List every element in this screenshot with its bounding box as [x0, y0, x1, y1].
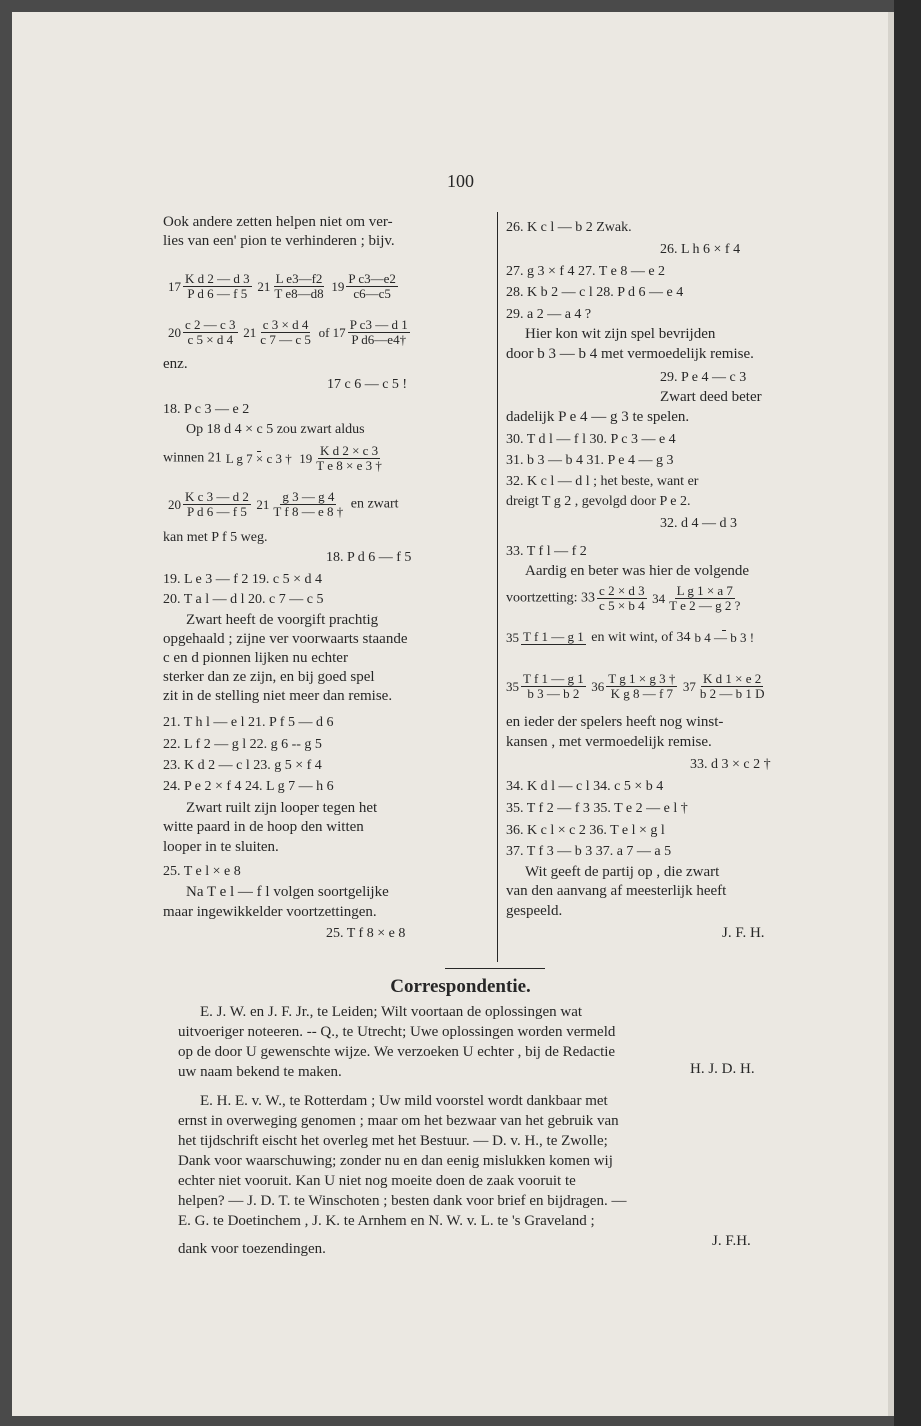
corr-p2-7: E. G. te Doetinchem , J. K. te Arnhem en N. W. v. L. te 's Graveland ;: [178, 1213, 595, 1229]
frac-prefix: 36: [591, 678, 605, 694]
move-36: 36. K c l × c 2 36. T e l × g l: [506, 823, 665, 838]
frac-num: T g 1 × g 3 †: [608, 671, 676, 686]
move-32b: 32. d 4 — d 3: [660, 516, 737, 531]
left-para1-3: c en d pionnen lijken nu echter: [163, 650, 348, 666]
corr-sign-2: J. F.H.: [712, 1233, 751, 1249]
corr-p2-1: E. H. E. v. W., te Rotterdam ; Uw mild voorstel wordt dankbaar met: [200, 1093, 608, 1109]
right-para2-1: en ieder der spelers heeft nog winst-: [506, 714, 724, 730]
right-para3-1: Wit geeft de partij op , die zwart: [525, 864, 720, 880]
corr-p2-5: echter niet vooruit. Kan U niet nog moeite doen de zaak vooruit te: [178, 1173, 576, 1189]
corr-sign-1: H. J. D. H.: [690, 1061, 755, 1077]
line-35-mid: en wit wint, of 34: [591, 630, 691, 645]
corr-p2-3: het tijdschrift eischt het overleg met het Bestuur. — D. v. H., te Zwolle;: [178, 1133, 608, 1149]
move-25: 25. T e l × e 8: [163, 864, 241, 879]
frac-prefix: 17: [168, 278, 181, 294]
frac-prefix: 35: [506, 630, 519, 646]
fraction: [183, 490, 251, 519]
frac-prefix: 37: [682, 678, 696, 694]
move-34: 34. K d l — c l 34. c 5 × b 4: [506, 779, 664, 794]
correspondence-title: Correspondentie.: [390, 976, 531, 997]
move-24: 24. P e 2 × f 4 24. L g 7 — h 6: [163, 779, 334, 794]
move-22: 22. L f 2 — g l 22. g 6 -- g 5: [163, 737, 322, 752]
fraction: [667, 584, 742, 613]
frac-den: T e 8 × e 3 †: [316, 458, 382, 473]
move-32: 32. K c l — d l ; het beste, want er: [506, 474, 699, 489]
frac-den: T f 8 — e 8 †: [273, 504, 344, 519]
right-para1-2: door b 3 — b 4 met vermoedelijk remise.: [506, 346, 754, 362]
left-para1-5: zit in de stelling niet meer dan remise.: [163, 688, 393, 704]
winnen-prefix: winnen 21: [163, 450, 222, 466]
corr-p2-4: Dank voor waarschuwing; zonder nu en dan eenig mislukken komen wij: [178, 1153, 613, 1169]
fraction: [183, 318, 238, 347]
move-26: 26. K c l — b 2 Zwak.: [506, 220, 632, 235]
frac-prefix: of 17: [318, 324, 346, 340]
fraction: [346, 272, 398, 301]
fraction: [521, 630, 586, 645]
kan-text: kan met P f 5 weg.: [163, 530, 268, 545]
corr-p1-1: E. J. W. en J. F. Jr., te Leiden; Wilt voortaan de oplossingen wat: [200, 1004, 583, 1020]
move-27: 27. g 3 × f 4 27. T e 8 — e 2: [506, 264, 666, 279]
frac-num: c 3 × d 4: [262, 317, 309, 332]
frac-den: c 5 × d 4: [187, 332, 234, 347]
frac-den: T e 2 — g 2 ?: [669, 598, 741, 613]
fraction: [224, 451, 294, 466]
corr-p1-2: uitvoeriger noteeren. -- Q., te Utrecht; Uwe oplossingen worden vermeld: [178, 1024, 616, 1040]
right-para1-1: Hier kon wit zijn spel bevrijden: [525, 326, 716, 342]
op18-text: Op 18 d 4 × c 5 zou zwart aldus: [186, 422, 365, 437]
section-rule: [445, 968, 545, 969]
left-para2-3: looper in te sluiten.: [163, 839, 279, 855]
aardig-text: Aardig en beter was hier de volgende: [525, 563, 750, 579]
move-29: 29. a 2 — a 4 ?: [506, 307, 592, 322]
fraction: [692, 630, 756, 645]
right-para2-2: kansen , met vermoedelijk remise.: [506, 734, 712, 750]
frac-den: P d 6 — f 5: [187, 504, 247, 519]
fraction: [606, 672, 677, 701]
left-para1-1: Zwart heeft de voorgift prachtig: [186, 612, 379, 628]
fraction: [314, 444, 384, 473]
fraction: [348, 318, 410, 347]
move-21: 21. T h l — e l 21. P f 5 — d 6: [163, 715, 334, 730]
move-18b: 18. P d 6 — f 5: [326, 550, 412, 565]
frac-num: P c3 — d 1: [349, 317, 408, 332]
page-number: 100: [447, 171, 474, 191]
voortz-prefix: voortzetting: 33: [506, 590, 596, 606]
left-para1-2: opgehaald ; zijne ver voorwaarts staande: [163, 631, 408, 647]
frac-num: c 2 × d 3: [599, 583, 645, 598]
frac-den: K g 8 — f 7: [610, 686, 674, 701]
left-para2-1: Zwart ruilt zijn looper tegen het: [186, 800, 378, 816]
frac-prefix: 21: [257, 278, 271, 294]
dreigt-text: dreigt T g 2 , gevolgd door P e 2.: [506, 494, 691, 509]
frac-den: b 2 — b 1 D: [699, 686, 765, 701]
frac-den: P d 6 — f 5: [187, 286, 248, 301]
frac-prefix: 21: [256, 496, 270, 512]
left-para1-4: sterker dan ze zijn, en bij goed spel: [163, 669, 375, 685]
frac-num: K d 2 — d 3: [185, 271, 250, 286]
corr-p1-4: uw naam bekend te maken.: [178, 1064, 342, 1080]
frac-den: b 3 — b 2: [527, 686, 580, 701]
corr-p1-3: op de door U gewenschte wijze. We verzoeken U echter , bij de Redactie: [178, 1044, 616, 1060]
frac-prefix: 20: [168, 324, 181, 340]
corr-p2-8: dank voor toezendingen.: [178, 1241, 326, 1257]
frac-num: K d 1 × e 2: [703, 671, 762, 686]
line-35-b: [506, 672, 768, 701]
move-26b: 26. L h 6 × f 4: [660, 242, 741, 257]
move-33: 33. T f l — f 2: [506, 544, 587, 559]
frac-den: c6—c5: [353, 286, 391, 301]
frac-prefix: 19: [331, 278, 345, 294]
frac-prefix: 35: [506, 678, 519, 694]
fraction: [521, 672, 586, 701]
corr-p2-6: helpen? — J. D. T. te Winschoten ; besten dank voor brief en bijdragen. —: [178, 1193, 627, 1209]
move-23: 23. K d 2 — c l 23. g 5 × f 4: [163, 758, 322, 773]
frac-num: K c 3 — d 2: [185, 489, 249, 504]
left-intro-1: Ook andere zetten helpen niet om ver-: [163, 214, 393, 230]
frac-den: T e8—d8: [274, 286, 324, 301]
frac-prefix: 20: [168, 496, 181, 512]
frac-den: L g 7 × c 3 †: [225, 451, 292, 466]
voortz-mid: 34: [652, 590, 666, 606]
line-20-suffix: en zwart: [350, 496, 399, 512]
left-intro-2: lies van een' pion te verhinderen ; bijv.: [163, 233, 395, 249]
voortzetting-line: [506, 584, 744, 613]
fraction-row-2: [168, 318, 412, 347]
winnen-line: [163, 444, 386, 473]
move-30: 30. T d l — f l 30. P c 3 — e 4: [506, 432, 676, 447]
frac-den: P d6—e4†: [351, 332, 407, 347]
column-divider: [497, 212, 498, 962]
scan-dark-edge: [894, 0, 921, 1426]
move-31: 31. b 3 — b 4 31. P e 4 — g 3: [506, 453, 674, 468]
move-33b: 33. d 3 × c 2 †: [690, 757, 771, 772]
enz-text: enz.: [163, 356, 188, 372]
fraction: [272, 272, 325, 301]
frac-prefix: 21: [243, 324, 257, 340]
right-para3-2: van den aanvang af meesterlijk heeft: [506, 883, 727, 899]
winnen-mid: 19: [299, 450, 313, 466]
line-20-fractions: [168, 490, 399, 519]
frac-den: b 4 — b 3 !: [694, 630, 755, 646]
line-35-a: [506, 628, 758, 648]
zwart-deed: Zwart deed beter: [660, 389, 762, 405]
frac-num: L e3—f2: [275, 271, 323, 286]
corr-p2-2: ernst in overweging genomen ; maar om het bezwaar van het gebruik van: [178, 1113, 619, 1129]
fraction: [597, 584, 647, 613]
move-29b: 29. P e 4 — c 3: [660, 370, 747, 385]
dadelijk-text: dadelijk P e 4 — g 3 te spelen.: [506, 409, 690, 425]
move-35: 35. T f 2 — f 3 35. T e 2 — e l †: [506, 801, 688, 816]
frac-num: T f 1 — g 1: [523, 671, 584, 686]
move-18: 18. P c 3 — e 2: [163, 402, 250, 417]
move-37: 37. T f 3 — b 3 37. a 7 — a 5: [506, 844, 672, 859]
fraction: [698, 672, 767, 701]
move-17: 17 c 6 — c 5 !: [327, 377, 408, 392]
move-20: 20. T a l — d l 20. c 7 — c 5: [163, 592, 324, 607]
fraction: [258, 318, 313, 347]
left-para3-1: Na T e l — f l volgen soortgelijke: [186, 884, 389, 900]
frac-num: c 2 — c 3: [185, 317, 236, 332]
left-para3-2: maar ingewikkelder voortzettingen.: [163, 904, 377, 920]
frac-num: K d 2 × c 3: [319, 443, 379, 458]
fraction: [271, 490, 345, 519]
left-para2-2: witte paard in de hoop den witten: [163, 819, 364, 835]
move-25b: 25. T f 8 × e 8: [326, 926, 406, 941]
signature-jfh: J. F. H.: [722, 925, 765, 941]
frac-den: c 7 — c 5: [260, 332, 311, 347]
frac-num: g 3 — g 4: [282, 489, 335, 504]
move-28: 28. K b 2 — c l 28. P d 6 — e 4: [506, 285, 684, 300]
move-19: 19. L e 3 — f 2 19. c 5 × d 4: [163, 572, 323, 587]
frac-num: T f 1 — g 1: [523, 629, 584, 645]
frac-num: L g 1 × a 7: [676, 583, 733, 598]
fraction-row-1: [168, 272, 400, 301]
right-para3-3: gespeeld.: [506, 903, 563, 919]
frac-num: P c3—e2: [348, 271, 396, 286]
frac-den: c 5 × b 4: [599, 598, 645, 613]
fraction: [183, 272, 252, 301]
